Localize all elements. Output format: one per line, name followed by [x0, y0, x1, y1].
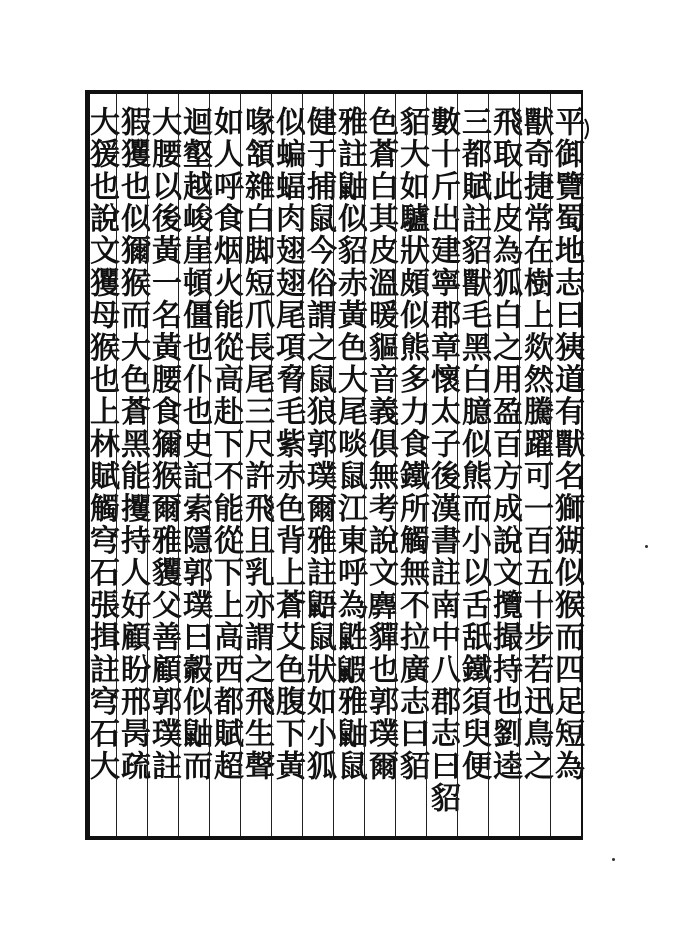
- fold-bracket-icon: [583, 118, 593, 140]
- column-text: 喙頷雜白脚短爪長尾三尺許飛且乳亦謂之飛生聲: [239, 106, 274, 783]
- column-text: 大猨也說文玃母猴也上林賦觸穹石張揖註穹石大: [84, 106, 119, 783]
- column-text: 雅註鼬似貂赤黃色大尾啖鼠江東呼為鼪𪕰雅鼬鼠: [332, 106, 367, 783]
- text-columns: [84, 94, 584, 836]
- column-text: 迴壑越峻崖頓僵也仆也史記索隱郭璞曰㲉似鼬而: [177, 106, 212, 783]
- text-column: [549, 94, 584, 836]
- column-text: 貊大如驢狀頗似熊多力食鐵所觸無不拉廣志曰貊: [394, 106, 429, 783]
- text-column: [518, 94, 553, 836]
- column-text: 猳玃也似獮猴而大色蒼黑能攫持人好顧盼邢昺疏: [115, 106, 150, 783]
- column-text: 健于捕鼠今俗謂之鼠狼郭璞爾雅註鼯鼠狀如小狐: [301, 106, 336, 783]
- ink-speck: [612, 858, 615, 861]
- text-column: [487, 94, 522, 836]
- column-text: 色蒼白其皮溫暖貙音義俱無考說文𪊑貚也郭璞爾: [363, 106, 398, 783]
- text-column: [301, 94, 336, 836]
- column-text: 如人呼食烟火能從高赴下不能從下上高西都賦超: [208, 106, 243, 783]
- column-text: 數十斤出建寧郡章懷太子後漢書註南中八郡志曰貂: [425, 106, 460, 815]
- text-column: [270, 94, 305, 836]
- text-column: [363, 94, 398, 836]
- column-text: 飛取此皮為狐白之用盈百方成說文攬撮持也劉逵: [487, 106, 522, 783]
- ink-speck: [645, 545, 648, 548]
- text-column: [239, 94, 274, 836]
- column-text: 三都賦註貂獸毛黑白臆似熊而小以舌舐鐵須臾便: [456, 106, 491, 783]
- column-text: 大腰以後黃一名黃腰食獮猴爾雅貜父善顧郭璞註: [146, 106, 181, 783]
- column-text: 獸奇捷常在樹上欻然騰躍可一百五十步若迅鳥之: [518, 106, 553, 783]
- text-column: [115, 94, 150, 836]
- text-column: [425, 94, 460, 836]
- text-column: [332, 94, 367, 836]
- text-column: [456, 94, 491, 836]
- text-column: [84, 94, 119, 836]
- column-text: 平御覽蜀地志曰㹫道有獸名獅猢似猴而四足短為: [549, 106, 584, 783]
- text-column: [177, 94, 212, 836]
- text-column: [208, 94, 243, 836]
- text-column: [146, 94, 181, 836]
- text-column: [394, 94, 429, 836]
- column-text: 似蝙蝠肉翅翅尾項脅毛紫赤色背上蒼艾色腹下黃: [270, 106, 305, 783]
